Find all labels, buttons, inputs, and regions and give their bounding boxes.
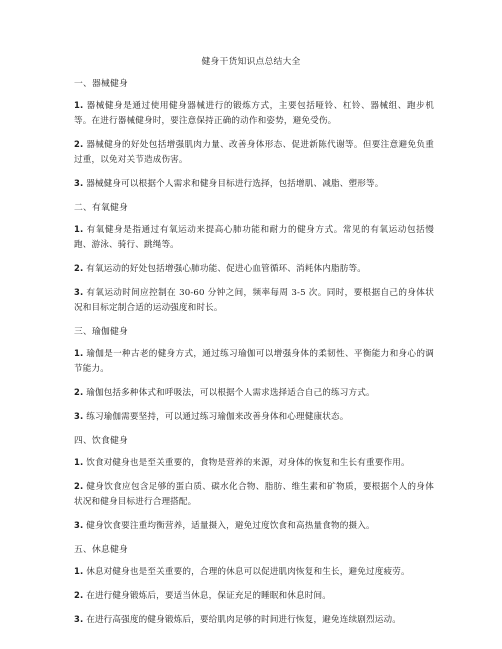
item-number: 2. — [74, 387, 84, 397]
paragraph-text: 瑜伽是一种古老的健身方式，通过练习瑜伽可以增强身体的柔韧性、平衡能力和身心的调节能力。 — [74, 349, 434, 374]
section-yoga — [74, 326, 434, 425]
item-number: 1. — [74, 348, 84, 358]
paragraph-text: 有氧运动的好处包括增强心肺功能、促进心血管循环、消耗体内脂肪等。 — [83, 264, 366, 274]
paragraph-text: 有氧运动时间应控制在 30-60 分钟之间，频率每周 3-5 次。同时，要根据自己的身体状况和目标定制合适的运动强度和时长。 — [74, 288, 434, 313]
paragraph — [74, 518, 434, 534]
paragraph-text: 休息对健身也是至关重要的，合理的休息可以促进肌肉恢复和生长，避免过度疲劳。 — [83, 567, 410, 577]
item-number: 1. — [74, 566, 84, 576]
paragraph-text: 器械健身的好处包括增强肌肉力量、改善身体形态、促进新陈代谢等。但要注意避免负重过重，以免对关节造成伤害。 — [74, 140, 434, 165]
item-number: 1. — [74, 457, 84, 467]
item-number: 2. — [74, 590, 84, 600]
paragraph-text: 饮食对健身也是至关重要的，食物是营养的来源，对身体的恢复和生长有重要作用。 — [83, 458, 410, 468]
section-heading: 一、器械健身 — [74, 79, 128, 89]
paragraph-text: 练习瑜伽需要坚持，可以通过练习瑜伽来改善身体和心理健康状态。 — [83, 412, 349, 422]
paragraph — [74, 479, 434, 510]
section-rest — [74, 544, 434, 628]
paragraph — [74, 612, 434, 628]
item-number: 3. — [74, 520, 84, 530]
paragraph-text: 健身饮食应包含足够的蛋白质、碳水化合物、脂肪、维生素和矿物质，要根据个人的身体状况和健身目标进行合理搭配。 — [74, 482, 434, 507]
item-number: 1. — [74, 100, 84, 110]
document-body — [74, 78, 434, 638]
section-aerobic — [74, 202, 434, 316]
paragraph-text: 有氧健身是指通过有氧运动来提高心肺功能和耐力的健身方式。常见的有氧运动包括慢跑、游泳、骑行、跳绳等。 — [74, 225, 434, 250]
paragraph — [74, 222, 434, 253]
item-number: 2. — [74, 481, 84, 491]
section-heading: 五、休息健身 — [74, 545, 128, 555]
paragraph — [74, 98, 434, 129]
item-number: 1. — [74, 224, 84, 234]
paragraph — [74, 285, 434, 316]
item-number: 3. — [74, 411, 84, 421]
paragraph-text: 在进行高强度的健身锻炼后，要给肌肉足够的时间进行恢复，避免连续剧烈运动。 — [83, 615, 401, 625]
section-diet — [74, 435, 434, 534]
paragraph-text: 健身饮食要注重均衡营养，适量摄入，避免过度饮食和高热量食物的摄入。 — [83, 521, 375, 531]
section-heading: 三、瑜伽健身 — [74, 327, 128, 337]
item-number: 2. — [74, 139, 84, 149]
paragraph — [74, 564, 434, 580]
section-heading: 四、饮食健身 — [74, 436, 128, 446]
paragraph — [74, 261, 434, 277]
paragraph-text: 在进行健身锻炼后，要适当休息，保证充足的睡眠和休息时间。 — [83, 591, 332, 601]
document-title: 健身干货知识点总结大全 — [201, 57, 301, 67]
paragraph — [74, 455, 434, 471]
section-heading: 二、有氧健身 — [74, 203, 128, 213]
paragraph — [74, 588, 434, 604]
item-number: 3. — [74, 614, 84, 624]
item-number: 3. — [74, 178, 84, 188]
section-equipment — [74, 78, 434, 192]
paragraph-text: 器械健身是通过使用健身器械进行的锻炼方式，主要包括哑铃、杠铃、器械组、跑步机等。在进行器械健身时，要注意保持正确的动作和姿势，避免受伤。 — [74, 101, 434, 126]
paragraph-text: 瑜伽包括多种体式和呼吸法，可以根据个人需求选择适合自己的练习方式。 — [83, 388, 375, 398]
paragraph-text: 器械健身可以根据个人需求和健身目标进行选择，包括增肌、减脂、塑形等。 — [83, 179, 384, 189]
paragraph — [74, 346, 434, 377]
paragraph — [74, 409, 434, 425]
paragraph — [74, 176, 434, 192]
item-number: 3. — [74, 287, 84, 297]
paragraph — [74, 385, 434, 401]
item-number: 2. — [74, 263, 84, 273]
paragraph — [74, 137, 434, 168]
